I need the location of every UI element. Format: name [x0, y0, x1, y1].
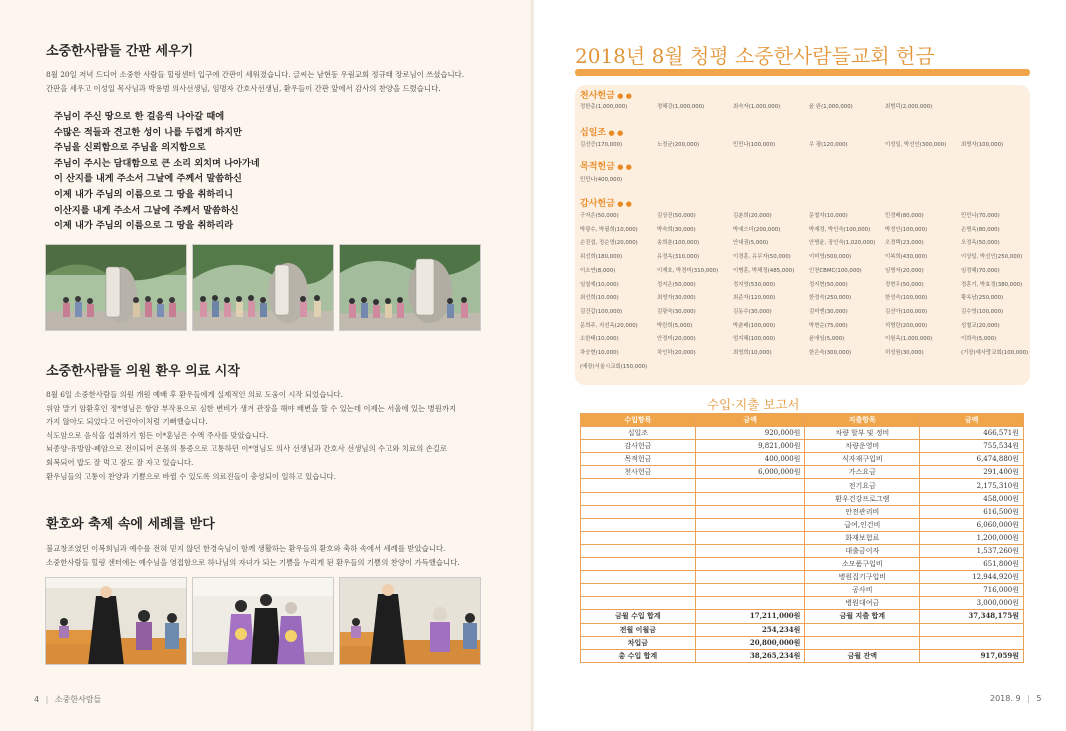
table-cell: 목적헌금	[581, 453, 696, 466]
donor-entry: 차승현(10,000)	[580, 350, 619, 356]
donor-entry: 정지은(50,000)	[657, 281, 696, 288]
donor-entry: 손명옥(80,000)	[961, 226, 1000, 233]
donor-entry: 소한태(10,000)	[580, 336, 619, 343]
table-row	[581, 505, 1024, 518]
donor-entry: 석명란(200,000)	[885, 322, 928, 329]
table-cell: 금월 잔액	[805, 649, 920, 662]
table-cell: 소모품구입비	[805, 558, 920, 571]
table-row	[581, 584, 1024, 597]
donor-entry: 성철교(20,000)	[961, 322, 1000, 329]
donor-entry: 민민나(100,000)	[733, 142, 776, 148]
table-cell	[581, 505, 696, 518]
table-cell: 차량운영비	[805, 440, 920, 453]
donor-entry: 이복희(430,000)	[885, 254, 928, 261]
lyric-line: 수많은 적들과 견고한 성이 나를 두렵게 하지만	[54, 126, 242, 138]
section-title-baptism: 환호와 축제 속에 세례를 받다	[46, 517, 215, 532]
category-name: 감사헌금	[580, 199, 615, 209]
donor-entry: 한은숙(300,000)	[809, 350, 852, 356]
table-cell	[920, 636, 1024, 649]
donor-entry: 박숙희(30,000)	[657, 226, 696, 233]
donor-entry: 차인하(20,000)	[657, 350, 696, 356]
table-cell: 감사헌금	[581, 440, 696, 453]
donor-entry: 이성일, 박선인(300,000)	[885, 142, 947, 148]
donor-entry: 정현우(50,000)	[885, 281, 924, 288]
table-row	[581, 453, 1024, 466]
table-cell: 920,000원	[695, 427, 805, 440]
donor-entry: 엄지혜(100,000)	[733, 336, 776, 343]
bullet-dots-icon: ● ●	[614, 200, 632, 208]
table-cell: 651,800원	[920, 558, 1024, 571]
table-cell	[581, 518, 696, 531]
donor-entry: 정한총(1,000,000)	[580, 104, 628, 110]
photo-sign-1	[45, 244, 187, 331]
table-cell	[695, 505, 805, 518]
table-cell	[805, 623, 920, 636]
donor-entry: 위선희(180,000)	[580, 254, 623, 261]
table-cell: 37,348,175원	[920, 610, 1024, 623]
table-cell	[581, 558, 696, 571]
photo-baptism-2	[192, 577, 334, 665]
photo-sign-3	[339, 244, 481, 331]
table-row	[581, 558, 1024, 571]
table-cell: 천사헌금	[581, 466, 696, 479]
table-cell: 254,234원	[695, 623, 805, 636]
table-cell: 급여,인건비	[805, 518, 920, 531]
table-row	[581, 492, 1024, 505]
table-cell	[581, 584, 696, 597]
donor-entry: 이상일, 박선인(250,000)	[961, 254, 1023, 261]
table-cell	[695, 584, 805, 597]
donor-entry: 박란희(5,000)	[657, 322, 693, 329]
table-cell: 616,500원	[920, 505, 1024, 518]
hymn-lyrics	[54, 109, 260, 234]
donor-entry: 안명윤, 장인숙(1,020,000)	[809, 240, 876, 247]
lyric-line: 주님이 주시는 담대함으로 큰 소리 외치며 나아가네	[54, 157, 260, 169]
table-cell	[920, 623, 1024, 636]
table-cell: 십일조	[581, 427, 696, 440]
table-cell	[581, 479, 696, 492]
lyric-line: 이산지를 내게 주소서 그날에 주께서 말씀하신	[54, 204, 239, 216]
donor-entry: 박광수, 박필희(10,000)	[580, 226, 638, 233]
table-cell	[581, 492, 696, 505]
donor-entry: 박춘배(100,000)	[733, 322, 776, 329]
header-income-amount: 금액	[695, 414, 805, 427]
table-cell	[581, 571, 696, 584]
lyric-line: 이제 내가 주님의 이름으로 그 땅을 취하리니	[54, 188, 233, 200]
donor-entry: 김동수(30,000)	[733, 308, 772, 315]
table-row	[581, 427, 1024, 440]
table-cell	[581, 544, 696, 557]
header-income-item: 수입항목	[581, 414, 696, 427]
table-cell: 환우건강프로그램	[805, 492, 920, 505]
publication-name: 소중한사람들	[54, 695, 102, 704]
table-cell: 12,944,920원	[920, 571, 1024, 584]
table-cell: 가스요금	[805, 466, 920, 479]
page-footer-right: 2018. 9 | 5	[990, 694, 1042, 703]
donor-entry: 정훈기, 박효정(380,000)	[961, 281, 1023, 288]
offering-category-label	[580, 159, 632, 172]
offering-category-label	[580, 196, 632, 209]
totals-row	[581, 636, 1024, 649]
donor-entry: 이병훈, 박해정(485,000)	[733, 267, 795, 274]
donor-entry: (예장)서울시교회(150,000)	[580, 363, 648, 370]
table-cell: 차입금	[581, 636, 696, 649]
bullet-dots-icon: ● ●	[614, 92, 632, 100]
table-cell: 식자재구입비	[805, 453, 920, 466]
table-cell: 6,474,880원	[920, 453, 1024, 466]
table-cell: 전기요금	[805, 479, 920, 492]
table-cell: 6,060,000원	[920, 518, 1024, 531]
finance-table	[580, 413, 1024, 663]
table-cell: 291,400원	[920, 466, 1024, 479]
report-title: 수입·지출 보고서	[707, 397, 800, 412]
table-cell: 병원대여금	[805, 597, 920, 610]
donor-entry: 김선아(100,000)	[885, 308, 928, 315]
donor-entry: 황옥남(250,000)	[961, 295, 1004, 302]
table-cell	[581, 531, 696, 544]
donor-entry: 구자은(50,000)	[580, 213, 619, 219]
table-cell: 20,800,000원	[695, 636, 805, 649]
header-expense-item: 지출항목	[805, 414, 920, 427]
table-cell: 공사비	[805, 584, 920, 597]
table-cell: 전월 이월금	[581, 623, 696, 636]
donor-entry: 최명자(100,000)	[961, 142, 1004, 148]
table-cell	[695, 558, 805, 571]
table-cell: 716,000원	[920, 584, 1024, 597]
donor-entry: 한정숙(250,000)	[809, 295, 852, 302]
page-spine	[531, 0, 535, 731]
donor-entry: 이재호, 박경미(310,000)	[657, 267, 719, 274]
offering-title: 2018년 8월 청평 소중한사람들교회 헌금	[575, 44, 935, 68]
table-cell: 안전관리비	[805, 505, 920, 518]
page-number: 4	[34, 695, 40, 704]
table-cell	[695, 571, 805, 584]
donor-entry: 인천CBMC(100,000)	[809, 267, 862, 274]
donor-entry: 안정미(20,000)	[657, 336, 696, 343]
bullet-dots-icon: ● ●	[614, 163, 632, 171]
donor-entry: 오정옥(50,000)	[961, 240, 1000, 247]
table-cell: 917,059원	[920, 649, 1024, 662]
page-footer-left: 4 | 소중한사람들	[34, 695, 102, 704]
donor-entry: 김상진(50,000)	[657, 213, 696, 219]
donor-entry: 손진섭, 정순영(20,000)	[580, 240, 638, 247]
table-cell: 466,571원	[920, 427, 1024, 440]
lyric-line: 이 산지를 내게 주소서 그날에 주께서 말씀하신	[54, 173, 242, 185]
donor-entry: 윤애임(5,000)	[809, 336, 845, 343]
section-title-clinic: 소중한사람들 의원 환우 의료 시작	[46, 364, 240, 379]
table-row	[581, 597, 1024, 610]
lyric-line: 이제 내가 주님의 이름으로 그 땅을 취하리라	[54, 220, 233, 232]
donor-entry: 박현순(75,000)	[809, 322, 848, 329]
table-row	[581, 571, 1024, 584]
table-cell	[695, 531, 805, 544]
title-underline-bar	[575, 69, 1030, 76]
table-cell: 1,200,000원	[920, 531, 1024, 544]
table-cell: 병원집기구입비	[805, 571, 920, 584]
table-cell: 3,000,000원	[920, 597, 1024, 610]
section-text-baptism: 불교창조였던 이복희님과 예수를 전혀 믿지 않던 한경숙님이 함께 생활하는 환우들의 환호와 축하 속에서 세례를 받았습니다. 소중한사람들 힐링 센터에는 예수님을 영접함으로 하나님의 자녀가 되는 기쁨을 누리게 된 환우들의 기쁨의 찬양이 가득했습니다.	[46, 544, 460, 567]
donor-entry: 문철자(10,000)	[809, 213, 848, 219]
donor-entry: 이경훈, 유무자(50,000)	[733, 254, 791, 261]
donor-entry: 박정인(100,000)	[885, 226, 928, 233]
donor-entry: 송희춘(100,000)	[657, 240, 700, 247]
lyric-line: 주님이 주신 땅으로 한 걸음씩 나아갈 때에	[54, 111, 225, 122]
table-row	[581, 466, 1024, 479]
donor-entry: (기장)예사랑교회(100,000)	[961, 350, 1029, 356]
table-cell: 38,265,234원	[695, 649, 805, 662]
table-cell: 6,000,000원	[695, 466, 805, 479]
table-cell	[805, 636, 920, 649]
table-row	[581, 440, 1024, 453]
table-row	[581, 479, 1024, 492]
table-cell: 금월 지출 합계	[805, 610, 920, 623]
donor-entry: 우 평(120,000)	[809, 142, 848, 148]
donor-entry: 노정균(200,000)	[657, 142, 700, 148]
donor-entry: 한성숙(100,000)	[885, 295, 928, 302]
donor-entry: 문희주, 지선옥(20,000)	[580, 322, 638, 329]
table-cell: 17,211,000원	[695, 610, 805, 623]
donor-entry: 정지영(530,000)	[733, 281, 776, 288]
category-name: 목적헌금	[580, 162, 615, 172]
totals-row	[581, 649, 1024, 662]
table-cell: 2,175,310원	[920, 479, 1024, 492]
donor-entry: 최범덕(2,000,000)	[885, 104, 933, 110]
donor-entry: 김광숙(30,000)	[657, 308, 696, 315]
donor-entry: 임명자(20,000)	[885, 267, 924, 274]
donor-entry: 박예스더(200,000)	[733, 226, 781, 233]
category-name: 십일조	[580, 128, 607, 138]
table-cell: 차량 할부 및 정비	[805, 427, 920, 440]
header-expense-amount: 금액	[920, 414, 1024, 427]
donor-entry: 임정혜(70,000)	[961, 267, 1000, 274]
donor-entry: 정지현(50,000)	[809, 281, 848, 288]
offering-category-label	[580, 88, 632, 101]
donor-entry: 윤 완(1,000,000)	[809, 104, 853, 110]
donor-entry: 김춘희(20,000)	[733, 213, 772, 219]
section-text-clinic: 8월 6일 소중한사람들 의원 개원 예배 후 환우들에게 실제적인 의료 도움이 시작 되었습니다. 위암 말기 암환후인 정*영님은 항암 부작용으로 심한 변비가 생겨 관장을 해야 배변을 할 수 있는데 이제는 서울에 있는 병원까지 가지 않아도 되었다고 어린아이처럼 기뻐했습니다. 식도암으로 음식을 섭취하기 힘든 이*훈님은 수액 주사를 맞았습니다. 뇌종양-유방암-폐암으로 전이되어 온몸의 통증으로 고통하던 이*영님도 의사 선생님과 간호사 선생님의 수고와 치료의 손길로 회복되어 밥도 잘 먹고 잠도 잘 자고 있습니다. 환우님들의 고통이 찬양과 기쁨으로 바뀔 수 있도록 의료진들이 충성되이 일하고 있습니다.	[46, 390, 457, 481]
table-cell	[695, 597, 805, 610]
donor-entry: 박재경, 박인숙(100,000)	[809, 226, 871, 233]
donor-entry: 김선증(170,000)	[580, 142, 623, 148]
donor-entry: 김수영(100,000)	[961, 308, 1004, 315]
donor-entry: 최영희(10,000)	[733, 350, 772, 356]
donor-entry: 김미엔(30,000)	[809, 308, 848, 315]
section-text-sign: 8월 20일 저녁 드디어 소중한 사람들 힐링센터 입구에 간판이 세워졌습니다. 글씨는 남현동 우림교회 정규태 장로님이 쓰셨습니다. 간판을 세우고 이성일 목사님과 박용범 의사선생님, 임명자 간호사선생님, 환우들이 간판 앞에서 감사의 찬양을 드렸습니다.	[46, 70, 465, 93]
donor-entry: 유정옥(310,000)	[657, 254, 700, 261]
table-cell: 400,000원	[695, 453, 805, 466]
table-row	[581, 518, 1024, 531]
table-cell	[581, 597, 696, 610]
donor-entry: 오경택(23,000)	[885, 240, 924, 247]
donor-entry: 이희숙(5,000)	[961, 336, 997, 343]
table-cell: 금월 수입 합계	[581, 610, 696, 623]
table-cell: 화재보험료	[805, 531, 920, 544]
table-cell	[695, 544, 805, 557]
table-cell: 458,000원	[920, 492, 1024, 505]
photo-baptism-1	[45, 577, 187, 665]
table-cell: 대출금이자	[805, 544, 920, 557]
donor-entry: 민민나(400,000)	[580, 177, 623, 183]
category-name: 천사헌금	[580, 91, 615, 101]
donor-entry: 임칠예(10,000)	[580, 281, 619, 288]
photo-sign-2	[192, 244, 334, 331]
donor-entry: 이원옥(1,000,000)	[885, 336, 933, 343]
table-cell	[695, 492, 805, 505]
donor-entry: 정혜강(1,000,000)	[657, 104, 705, 110]
donor-entry: 이소연(8,000)	[580, 267, 616, 274]
table-cell: 총 수입 합계	[581, 649, 696, 662]
page-number: 5	[1036, 694, 1042, 703]
donor-entry: 김건갑(100,000)	[580, 308, 623, 315]
photo-baptism-3	[339, 577, 481, 665]
offering-category-label	[580, 125, 623, 138]
donor-entry: 최영자(30,000)	[657, 295, 696, 302]
lyric-line: 주님을 신뢰함으로 주님을 의지함으로	[54, 142, 206, 154]
donor-entry: 최선희(10,000)	[580, 295, 619, 302]
table-cell: 1,537,260원	[920, 544, 1024, 557]
table-cell	[695, 479, 805, 492]
donor-entry: 최준자(120,000)	[733, 295, 776, 302]
donor-entry: 허성원(30,000)	[885, 350, 924, 356]
donor-entry: 민민나(70,000)	[961, 213, 1000, 219]
table-cell: 9,821,000원	[695, 440, 805, 453]
donor-entry: 민경배(80,000)	[885, 213, 924, 219]
bullet-dots-icon: ● ●	[606, 129, 624, 137]
table-row	[581, 531, 1024, 544]
table-cell	[695, 518, 805, 531]
section-title-sign: 소중한사람들 간판 세우기	[46, 44, 194, 59]
donor-entry: 이미영(500,000)	[809, 254, 852, 261]
donor-entry: 최숙자(1,000,000)	[733, 104, 781, 110]
totals-row	[581, 623, 1024, 636]
donor-entry: 안대권(5,000)	[733, 240, 769, 247]
table-row	[581, 544, 1024, 557]
totals-row	[581, 610, 1024, 623]
issue-date: 2018. 9	[990, 694, 1021, 703]
table-cell: 755,534원	[920, 440, 1024, 453]
